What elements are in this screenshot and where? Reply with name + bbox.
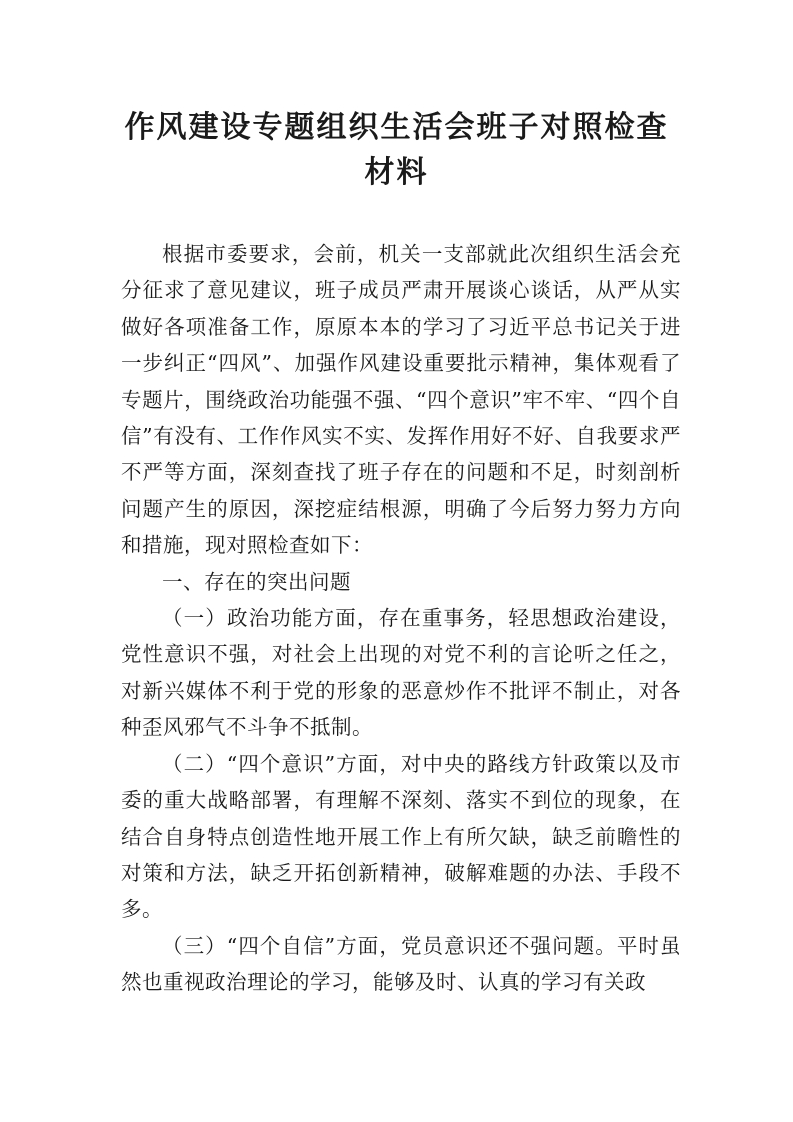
issue-paragraph-3: （三）“四个自信”方面，党员意识还不强问题。平时虽然也重视政治理论的学习，能够及时、认真的学习有关政 <box>121 933 681 995</box>
document-title: 作风建设专题组织生活会班子对照检查 <box>124 110 669 145</box>
issue-paragraph-2: （二）“四个意识”方面，对中央的路线方针政策以及市委的重大战略部署，有理解不深刻、落实不到位的现象，在结合自身特点创造性地开展工作上有所欠缺，缺乏前瞻性的对策和方法，缺乏开拓创新精神，破解难题的办法、手段不多。 <box>121 751 681 922</box>
section-heading: 一、存在的突出问题 <box>162 569 351 594</box>
issue-paragraph-1: （一）政治功能方面，存在重事务，轻思想政治建设，党性意识不强，对社会上出现的对党不利的言论听之任之，对新兴媒体不利于党的形象的恶意炒作不批评不制止，对各种歪风邪气不斗争不抵制。 <box>121 606 681 740</box>
intro-paragraph: 根据市委要求，会前，机关一支部就此次组织生活会充分征求了意见建议，班子成员严肃开展谈心谈话，从严从实做好各项准备工作，原原本本的学习了习近平总书记关于进一步纠正“四风”、加强作风建设重要批示精神，集体观看了专题片，围绕政治功能强不强、“四个意识”牢不牢、“四个自信”有没有、工作作风实不实、发挥作用好不好、自我要求严不严等方面，深刻查找了班子存在的问题和不足，时刻剖析问题产生的原因，深挖症结根源，明确了今后努力努力方向和措施，现对照检查如下： <box>121 242 681 558</box>
document-title-continuation: 材料 <box>364 155 429 190</box>
document-body <box>121 236 681 1001</box>
